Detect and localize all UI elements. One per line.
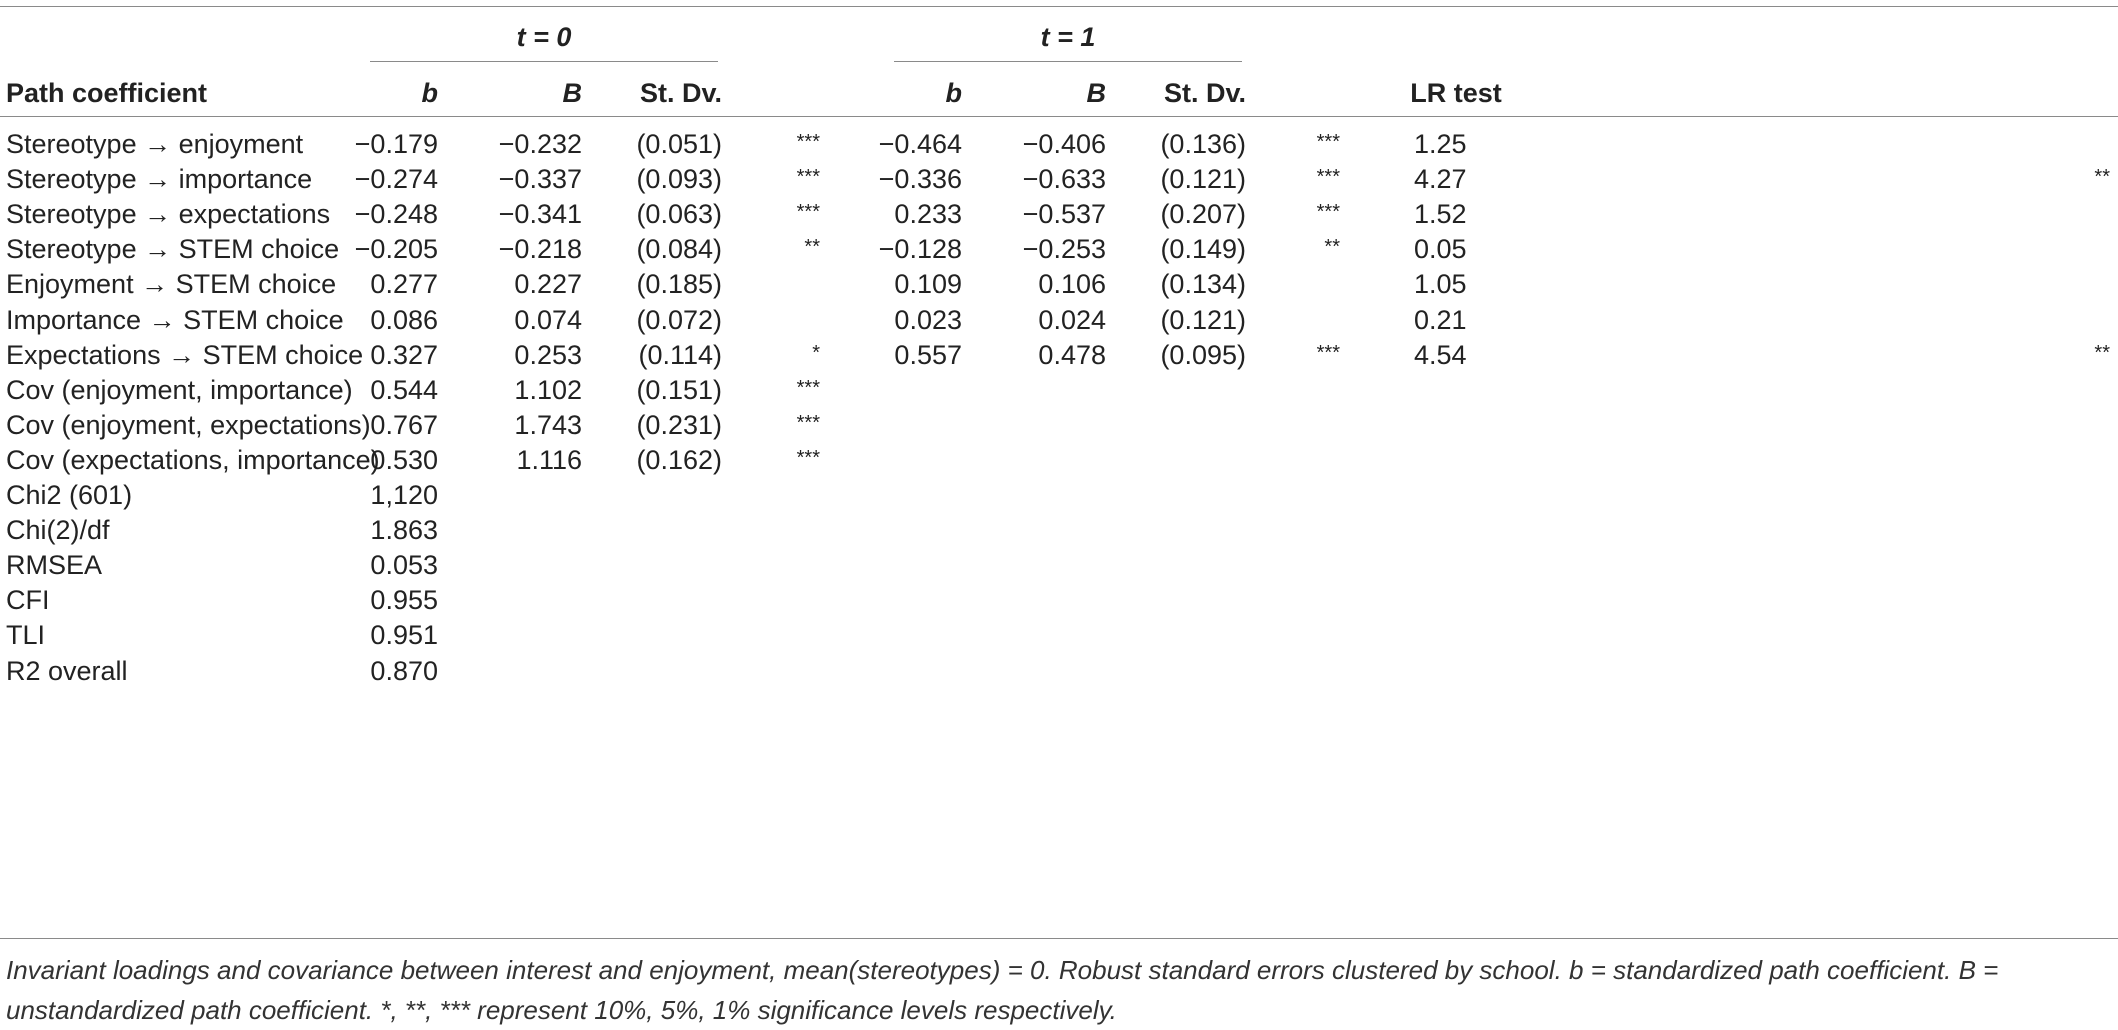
cell-t1-b: 0.109 xyxy=(894,269,962,300)
cell-t1-B: −0.253 xyxy=(1022,234,1106,265)
cell-t0-sd: (0.151) xyxy=(636,374,722,405)
cell-t0-sd: (0.084) xyxy=(636,234,722,265)
header-t1-B: B xyxy=(1086,78,1106,108)
cell-t0-b: 0.530 xyxy=(370,444,438,475)
cell-lr: 1.52 xyxy=(1414,199,1467,230)
cell-t0-b: 1,120 xyxy=(370,480,438,510)
cell-t0-b: 0.870 xyxy=(370,655,438,686)
row-label: Stereotype → expectations xyxy=(6,199,331,230)
cell-t1-B: 0.024 xyxy=(1038,304,1106,335)
cell-t0-b: −0.179 xyxy=(354,129,438,159)
cell-t0-B: 1.116 xyxy=(516,444,582,475)
row-label: Expectations → STEM choice xyxy=(6,339,364,370)
cell-t1-sd: (0.121) xyxy=(1160,304,1246,335)
cell-lr: 4.27 xyxy=(1414,164,1467,195)
cell-t0-sig: *** xyxy=(796,411,820,434)
row-label: TLI xyxy=(6,620,46,651)
cell-t1-sig: *** xyxy=(1316,341,1340,364)
row-label: Enjoyment → STEM choice xyxy=(6,269,337,300)
cell-lr: 0.05 xyxy=(1414,234,1467,265)
cell-t1-sd: (0.149) xyxy=(1160,234,1246,265)
cell-t0-b: 0.327 xyxy=(370,339,438,370)
cell-t1-sig: ** xyxy=(1324,236,1340,259)
row-label: Stereotype → enjoyment xyxy=(6,129,304,159)
cell-t0-b: −0.274 xyxy=(354,164,438,195)
cell-t0-sig: *** xyxy=(796,446,820,469)
header-t0-sd: St. Dv. xyxy=(639,78,722,108)
cell-t1-sig: *** xyxy=(1316,131,1340,153)
row-label: Chi2 (601) xyxy=(6,480,133,510)
row-label: RMSEA xyxy=(6,550,103,581)
cell-t1-b: −0.128 xyxy=(878,234,962,265)
cell-t1-sd: (0.095) xyxy=(1160,339,1246,370)
row-label: Chi(2)/df xyxy=(6,515,110,546)
cell-lr: 4.54 xyxy=(1414,339,1467,370)
cell-t0-b: 0.053 xyxy=(370,550,438,581)
header-t1-b: b xyxy=(945,78,962,108)
cell-t0-b: 0.086 xyxy=(370,304,438,335)
cell-t0-b: 1.863 xyxy=(370,515,438,546)
group-rule-t1 xyxy=(894,61,1242,62)
cell-t0-b: −0.248 xyxy=(354,199,438,230)
row-label: Importance → STEM choice xyxy=(6,304,344,335)
cell-lr: 1.05 xyxy=(1414,269,1467,300)
cell-t1-B: 0.478 xyxy=(1038,339,1106,370)
cell-t0-sig: *** xyxy=(796,201,820,224)
cell-t0-b: 0.767 xyxy=(370,409,438,440)
cell-t1-b: 0.023 xyxy=(894,304,962,335)
cell-t0-sig: ** xyxy=(804,236,820,259)
cell-t0-b: 0.951 xyxy=(370,620,438,651)
row-label: Cov (expectations, importance) xyxy=(6,444,380,475)
row-label: R2 overall xyxy=(6,655,128,686)
cell-t0-sig: *** xyxy=(796,376,820,399)
top-rule xyxy=(0,6,2118,7)
row-label: Stereotype → STEM choice xyxy=(6,234,340,265)
cell-t1-B: −0.406 xyxy=(1022,129,1106,159)
cell-t0-sd: (0.051) xyxy=(636,129,722,159)
row-label: CFI xyxy=(6,585,50,616)
cell-t1-sd: (0.207) xyxy=(1160,199,1246,230)
group-header-t1: t = 1 xyxy=(1040,22,1096,52)
cell-t1-b: 0.233 xyxy=(894,199,962,230)
cell-lr-sig: ** xyxy=(2094,341,2110,364)
cell-t0-b: 0.544 xyxy=(370,374,438,405)
cell-t0-b: 0.955 xyxy=(370,585,438,616)
cell-t0-B: 0.253 xyxy=(514,339,582,370)
header-t0-B: B xyxy=(562,78,582,108)
cell-t0-sd: (0.162) xyxy=(636,444,722,475)
cell-t0-B: 1.743 xyxy=(514,409,582,440)
row-label: Stereotype → importance xyxy=(6,164,313,195)
cell-t0-B: −0.337 xyxy=(498,164,582,195)
cell-t0-B: −0.341 xyxy=(498,199,582,230)
cell-t1-sig: *** xyxy=(1316,166,1340,189)
cell-t0-B: 0.227 xyxy=(514,269,582,300)
header-path-coefficient: Path coefficient xyxy=(6,78,208,108)
cell-t1-B: −0.537 xyxy=(1022,199,1106,230)
cell-t0-sig: *** xyxy=(796,131,820,153)
header-rule xyxy=(0,116,2118,117)
cell-t0-sd: (0.063) xyxy=(636,199,722,230)
cell-t0-B: −0.218 xyxy=(498,234,582,265)
cell-t1-sd: (0.134) xyxy=(1160,269,1246,300)
bottom-rule xyxy=(0,938,2118,939)
cell-t0-sig: * xyxy=(812,341,820,364)
cell-lr: 1.25 xyxy=(1414,129,1467,159)
cell-t1-B: 0.106 xyxy=(1038,269,1106,300)
group-header-t0: t = 0 xyxy=(516,22,572,52)
row-label: Cov (enjoyment, importance) xyxy=(6,374,353,405)
row-label: Cov (enjoyment, expectations) xyxy=(6,409,371,440)
cell-t0-b: −0.205 xyxy=(354,234,438,265)
cell-t0-B: 1.102 xyxy=(514,374,582,405)
cell-t0-sig: *** xyxy=(796,166,820,189)
cell-t0-B: −0.232 xyxy=(498,129,582,159)
group-rule-t0 xyxy=(370,61,718,62)
cell-t0-B: 0.074 xyxy=(514,304,582,335)
cell-t0-sd: (0.114) xyxy=(638,339,722,370)
table-footnote: Invariant loadings and covariance between interest and enjoyment, mean(stereotypes) = 0. Robust standard errors clustered by school. b = standardized path coefficient. B = unstandardized path coefficient. *, **, *** represent 10%, 5%, 1% significance levels respectively. xyxy=(6,955,1999,1025)
cell-t0-sd: (0.093) xyxy=(636,164,722,195)
header-t1-sd: St. Dv. xyxy=(1163,78,1246,108)
cell-t0-sd: (0.185) xyxy=(636,269,722,300)
cell-t1-sd: (0.136) xyxy=(1160,129,1246,159)
cell-t0-sd: (0.231) xyxy=(636,409,722,440)
cell-t1-B: −0.633 xyxy=(1022,164,1106,195)
cell-t1-b: −0.464 xyxy=(878,129,962,159)
cell-t0-b: 0.277 xyxy=(370,269,438,300)
cell-t0-sd: (0.072) xyxy=(636,304,722,335)
header-t0-b: b xyxy=(421,78,438,108)
cell-t1-sig: *** xyxy=(1316,201,1340,224)
cell-t1-b: 0.557 xyxy=(894,339,962,370)
cell-t1-b: −0.336 xyxy=(878,164,962,195)
header-lr-test: LR test xyxy=(1410,78,1502,108)
cell-t1-sd: (0.121) xyxy=(1160,164,1246,195)
cell-lr: 0.21 xyxy=(1414,304,1467,335)
cell-lr-sig: ** xyxy=(2094,166,2110,189)
